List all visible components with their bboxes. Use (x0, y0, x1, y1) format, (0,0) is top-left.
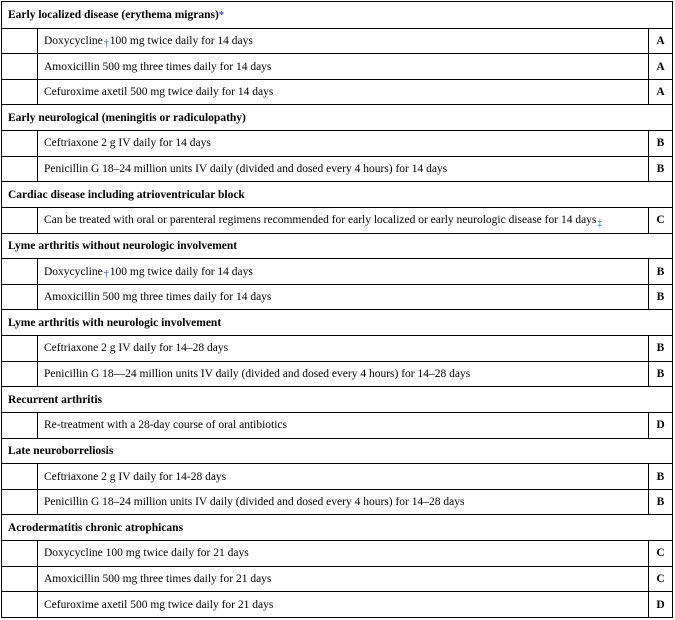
table-row (2, 591, 672, 617)
evidence-grade: C (648, 208, 672, 233)
table-row (2, 28, 672, 54)
evidence-grade: A (648, 29, 672, 54)
regimen-cell (38, 259, 648, 284)
regimen-cell (38, 208, 648, 233)
evidence-grade: B (648, 336, 672, 361)
evidence-grade: B (648, 131, 672, 156)
regimen-text: 100 mg twice daily for 14 days (109, 265, 253, 278)
section-header (2, 233, 672, 259)
table-row (2, 412, 672, 438)
evidence-grade: C (648, 567, 672, 592)
evidence-grade: D (648, 413, 672, 438)
regimen-cell (38, 413, 648, 438)
section-title: Early localized disease (erythema migrans) (8, 8, 219, 21)
evidence-grade: A (648, 80, 672, 105)
regimen-drug: Cefuroxime axetil 500 mg twice daily for 14 days (44, 86, 274, 99)
empty-cell (2, 157, 38, 182)
table-row (2, 79, 672, 105)
regimen-cell (38, 285, 648, 310)
regimen-cell (38, 490, 648, 515)
table-row (2, 361, 672, 387)
regimen-drug: Penicillin G 18–24 million units IV daily (divided and dosed every 4 hours) for 14 days (44, 163, 448, 176)
table-row (2, 335, 672, 361)
section-title: Early neurological (meningitis or radiculopathy) (8, 111, 246, 124)
regimen-cell (38, 54, 648, 79)
empty-cell (2, 490, 38, 515)
empty-cell (2, 362, 38, 387)
table-row (2, 489, 672, 515)
footnote-marker: † (103, 269, 109, 281)
regimen-cell (38, 464, 648, 489)
regimen-drug: Penicillin G 18–24 million units IV daily (divided and dosed every 4 hours) for 14–28 days (44, 496, 465, 509)
table-row (2, 540, 672, 566)
empty-cell (2, 592, 38, 617)
table-row (2, 284, 672, 310)
table-row (2, 258, 672, 284)
table-row (2, 207, 672, 233)
regimen-drug: Can be treated with oral or parenteral regimens recommended for early localized or early neurologic disease for 14 days (44, 214, 597, 227)
section-title: Lyme arthritis without neurologic involvement (8, 239, 238, 252)
regimen-cell (38, 362, 648, 387)
footnote-marker: * (218, 8, 225, 21)
section-title: Late neuroborreliosis (8, 444, 114, 457)
empty-cell (2, 336, 38, 361)
section-header (2, 438, 672, 464)
regimen-cell (38, 131, 648, 156)
regimen-cell (38, 336, 648, 361)
evidence-grade: B (648, 157, 672, 182)
regimen-cell (38, 567, 648, 592)
evidence-grade: B (648, 285, 672, 310)
empty-cell (2, 208, 38, 233)
evidence-grade: B (648, 362, 672, 387)
regimen-drug: Doxycycline (44, 34, 103, 47)
section-header (2, 2, 672, 28)
regimen-cell (38, 29, 648, 54)
lyme-treatment-table (1, 1, 673, 618)
section-title: Cardiac disease including atrioventricular block (8, 188, 245, 201)
section-header (2, 181, 672, 207)
empty-cell (2, 541, 38, 566)
empty-cell (2, 29, 38, 54)
regimen-drug: Amoxicillin 500 mg three times daily for 21 days (44, 573, 272, 586)
section-header (2, 386, 672, 412)
footnote-marker: † (103, 38, 109, 50)
regimen-drug: Ceftriaxone 2 g IV daily for 14 days (44, 137, 211, 150)
regimen-drug: Amoxicillin 500 mg three times daily for 14 days (44, 291, 272, 304)
regimen-drug: Penicillin G 18—24 million units IV daily (divided and dosed every 4 hours) for 14–28 days (44, 368, 471, 381)
empty-cell (2, 80, 38, 105)
empty-cell (2, 413, 38, 438)
table-row (2, 463, 672, 489)
regimen-drug: Re-treatment with a 28-day course of oral antibiotics (44, 419, 288, 432)
evidence-grade: D (648, 592, 672, 617)
section-header (2, 309, 672, 335)
table-row (2, 53, 672, 79)
section-header (2, 104, 672, 130)
empty-cell (2, 131, 38, 156)
regimen-drug: Doxycycline (44, 265, 103, 278)
regimen-drug: Doxycycline 100 mg twice daily for 21 days (44, 547, 249, 560)
regimen-text: 100 mg twice daily for 14 days (109, 34, 253, 47)
regimen-drug: Cefuroxime axetil 500 mg twice daily for 21 days (44, 598, 274, 611)
evidence-grade: B (648, 259, 672, 284)
section-header (2, 514, 672, 540)
regimen-cell (38, 80, 648, 105)
regimen-cell (38, 592, 648, 617)
regimen-drug: Ceftriaxone 2 g IV daily for 14-28 days (44, 470, 227, 483)
regimen-drug: Amoxicillin 500 mg three times daily for 14 days (44, 60, 272, 73)
empty-cell (2, 285, 38, 310)
evidence-grade: C (648, 541, 672, 566)
regimen-cell (38, 157, 648, 182)
section-title: Acrodermatitis chronic atrophicans (8, 521, 184, 534)
evidence-grade: A (648, 54, 672, 79)
regimen-drug: Ceftriaxone 2 g IV daily for 14–28 days (44, 342, 229, 355)
regimen-cell (38, 541, 648, 566)
footnote-marker: ‡ (597, 217, 603, 229)
empty-cell (2, 464, 38, 489)
empty-cell (2, 54, 38, 79)
evidence-grade: B (648, 490, 672, 515)
empty-cell (2, 259, 38, 284)
section-title: Lyme arthritis with neurologic involvement (8, 316, 222, 329)
table-row (2, 566, 672, 592)
table-row (2, 156, 672, 182)
evidence-grade: B (648, 464, 672, 489)
empty-cell (2, 567, 38, 592)
section-title: Recurrent arthritis (8, 393, 102, 406)
table-row (2, 130, 672, 156)
